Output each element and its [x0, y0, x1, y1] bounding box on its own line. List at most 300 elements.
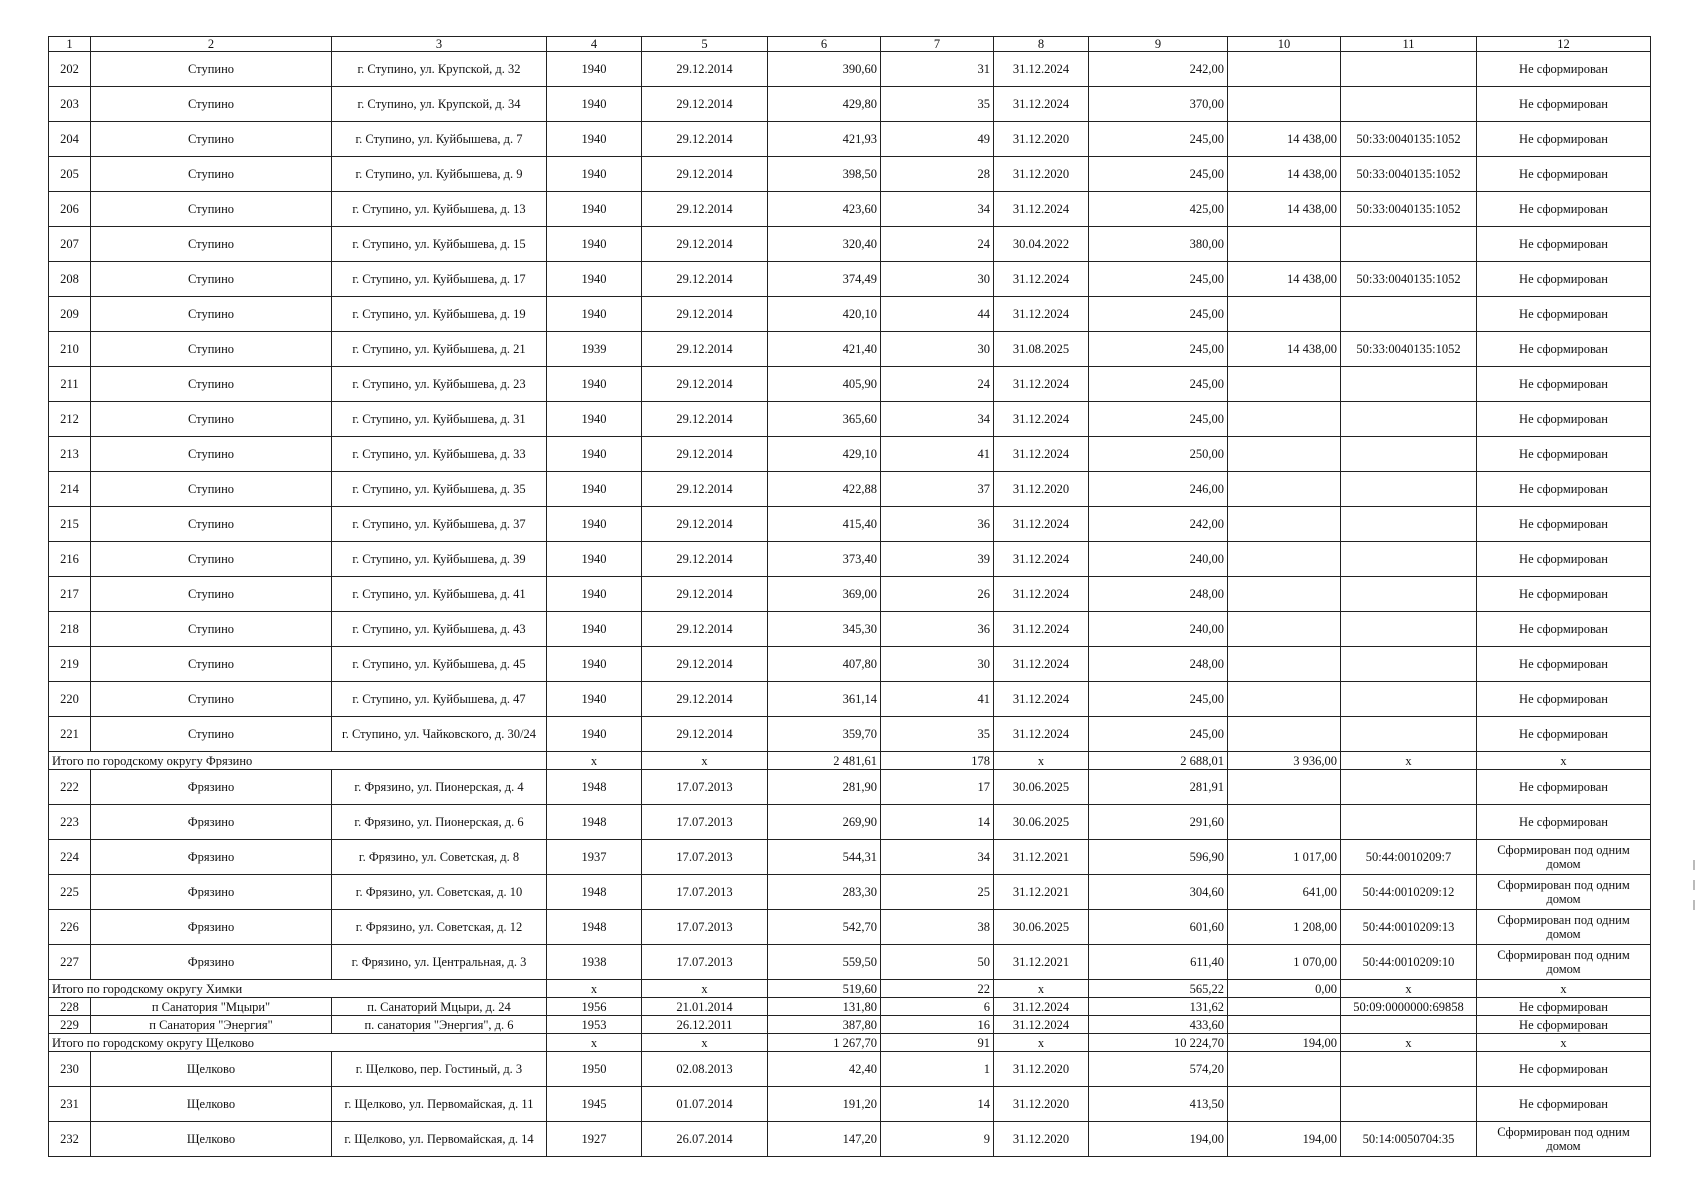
- cadastral-number-cell: [1341, 717, 1477, 752]
- row-number-cell: 226: [49, 910, 91, 945]
- area-cell: 542,70: [768, 910, 881, 945]
- address-cell: г. Ступино, ул. Куйбышева, д. 21: [332, 332, 547, 367]
- table-row: [49, 402, 1651, 437]
- municipality-cell: Фрязино: [91, 840, 332, 875]
- row-number-cell: 225: [49, 875, 91, 910]
- land-status-cell: Не сформирован: [1477, 437, 1651, 472]
- residents-cell: 17: [881, 770, 994, 805]
- area-cell: 415,40: [768, 507, 881, 542]
- year-built-cell: 1940: [547, 297, 642, 332]
- date-recognized-cell: 29.12.2014: [642, 192, 768, 227]
- residents-cell: 25: [881, 875, 994, 910]
- address-cell: г. Ступино, ул. Крупской, д. 34: [332, 87, 547, 122]
- resettlement-date-cell: 30.06.2025: [994, 910, 1089, 945]
- date-recognized-cell: 21.01.2014: [642, 998, 768, 1016]
- plot-area-cell: 245,00: [1089, 122, 1228, 157]
- row-number-cell: 203: [49, 87, 91, 122]
- year-built-cell: 1948: [547, 770, 642, 805]
- row-number-cell: 211: [49, 367, 91, 402]
- residents-cell: 34: [881, 840, 994, 875]
- resettlement-date-cell: 31.12.2024: [994, 507, 1089, 542]
- column-header: 1: [49, 37, 91, 52]
- residents-cell: 14: [881, 805, 994, 840]
- subtotal-row: [49, 1034, 1651, 1052]
- year-built-cell: 1948: [547, 875, 642, 910]
- area-cell: 269,90: [768, 805, 881, 840]
- municipality-cell: Ступино: [91, 157, 332, 192]
- resettlement-date-cell: 31.12.2024: [994, 998, 1089, 1016]
- subtotal-land-status-cell: x: [1477, 980, 1651, 998]
- plot-area-cell: 245,00: [1089, 367, 1228, 402]
- address-cell: г. Ступино, ул. Куйбышева, д. 19: [332, 297, 547, 332]
- resettlement-date-cell: 31.12.2024: [994, 437, 1089, 472]
- subtotal-residents-cell: 178: [881, 752, 994, 770]
- year-built-cell: 1950: [547, 1052, 642, 1087]
- municipality-cell: Ступино: [91, 297, 332, 332]
- land-area-cell: [1228, 1087, 1341, 1122]
- land-area-cell: [1228, 87, 1341, 122]
- row-number-cell: 208: [49, 262, 91, 297]
- table-row: [49, 332, 1651, 367]
- row-number-cell: 217: [49, 577, 91, 612]
- area-cell: 559,50: [768, 945, 881, 980]
- municipality-cell: Ступино: [91, 437, 332, 472]
- land-status-cell: Не сформирован: [1477, 717, 1651, 752]
- plot-area-cell: 240,00: [1089, 612, 1228, 647]
- table-row: [49, 1087, 1651, 1122]
- subtotal-residents-cell: 91: [881, 1034, 994, 1052]
- cadastral-number-cell: 50:14:0050704:35: [1341, 1122, 1477, 1157]
- resettlement-date-cell: 31.12.2024: [994, 1016, 1089, 1034]
- land-area-cell: [1228, 367, 1341, 402]
- land-area-cell: [1228, 998, 1341, 1016]
- resettlement-date-cell: 31.12.2020: [994, 157, 1089, 192]
- land-status-cell: Не сформирован: [1477, 402, 1651, 437]
- land-area-cell: [1228, 1016, 1341, 1034]
- land-status-cell: Сформирован под одним домом: [1477, 945, 1651, 980]
- municipality-cell: п Санатория "Мцыри": [91, 998, 332, 1016]
- land-status-cell: Сформирован под одним домом: [1477, 1122, 1651, 1157]
- subtotal-cadastral-number-cell: x: [1341, 980, 1477, 998]
- residents-cell: 44: [881, 297, 994, 332]
- table-row: [49, 910, 1651, 945]
- resettlement-date-cell: 31.12.2024: [994, 542, 1089, 577]
- residents-cell: 41: [881, 682, 994, 717]
- address-cell: г. Ступино, ул. Куйбышева, д. 45: [332, 647, 547, 682]
- row-number-cell: 202: [49, 52, 91, 87]
- municipality-cell: Фрязино: [91, 945, 332, 980]
- column-header: 9: [1089, 37, 1228, 52]
- residents-cell: 49: [881, 122, 994, 157]
- land-status-cell: Не сформирован: [1477, 87, 1651, 122]
- resettlement-date-cell: 31.12.2020: [994, 1122, 1089, 1157]
- subtotal-cadastral-number-cell: x: [1341, 752, 1477, 770]
- area-cell: 421,93: [768, 122, 881, 157]
- residents-cell: 6: [881, 998, 994, 1016]
- resettlement-date-cell: 31.12.2024: [994, 87, 1089, 122]
- subtotal-land-status-cell: x: [1477, 1034, 1651, 1052]
- address-cell: г. Ступино, ул. Куйбышева, д. 31: [332, 402, 547, 437]
- address-cell: п. санатория "Энергия", д. 6: [332, 1016, 547, 1034]
- subtotal-land-area-cell: 194,00: [1228, 1034, 1341, 1052]
- address-cell: п. Санаторий Мцыри, д. 24: [332, 998, 547, 1016]
- area-cell: 147,20: [768, 1122, 881, 1157]
- cadastral-number-cell: [1341, 577, 1477, 612]
- land-area-cell: 1 070,00: [1228, 945, 1341, 980]
- address-cell: г. Ступино, ул. Куйбышева, д. 39: [332, 542, 547, 577]
- subtotal-cadastral-number-cell: x: [1341, 1034, 1477, 1052]
- resettlement-date-cell: 30.06.2025: [994, 770, 1089, 805]
- municipality-cell: Фрязино: [91, 910, 332, 945]
- resettlement-date-cell: 31.12.2020: [994, 472, 1089, 507]
- row-number-cell: 205: [49, 157, 91, 192]
- table-row: [49, 717, 1651, 752]
- residents-cell: 35: [881, 717, 994, 752]
- address-cell: г. Фрязино, ул. Пионерская, д. 6: [332, 805, 547, 840]
- plot-area-cell: 246,00: [1089, 472, 1228, 507]
- area-cell: 390,60: [768, 52, 881, 87]
- land-status-cell: Не сформирован: [1477, 472, 1651, 507]
- land-area-cell: 14 438,00: [1228, 192, 1341, 227]
- municipality-cell: Ступино: [91, 227, 332, 262]
- subtotal-plot-area-cell: 565,22: [1089, 980, 1228, 998]
- land-status-cell: Не сформирован: [1477, 52, 1651, 87]
- plot-area-cell: 413,50: [1089, 1087, 1228, 1122]
- subtotal-label: Итого по городскому округу Щелково: [49, 1034, 547, 1052]
- residents-cell: 31: [881, 52, 994, 87]
- date-recognized-cell: 26.12.2011: [642, 1016, 768, 1034]
- address-cell: г. Щелково, пер. Гостиный, д. 3: [332, 1052, 547, 1087]
- year-built-cell: 1940: [547, 367, 642, 402]
- area-cell: 374,49: [768, 262, 881, 297]
- land-area-cell: [1228, 402, 1341, 437]
- date-recognized-cell: 29.12.2014: [642, 472, 768, 507]
- plot-area-cell: 245,00: [1089, 262, 1228, 297]
- plot-area-cell: 248,00: [1089, 647, 1228, 682]
- row-number-cell: 220: [49, 682, 91, 717]
- land-area-cell: 14 438,00: [1228, 157, 1341, 192]
- municipality-cell: Ступино: [91, 717, 332, 752]
- resettlement-date-cell: 31.08.2025: [994, 332, 1089, 367]
- residents-cell: 30: [881, 262, 994, 297]
- area-cell: 429,10: [768, 437, 881, 472]
- table-row: [49, 647, 1651, 682]
- date-recognized-cell: 29.12.2014: [642, 647, 768, 682]
- land-status-cell: Не сформирован: [1477, 157, 1651, 192]
- address-cell: г. Ступино, ул. Куйбышева, д. 15: [332, 227, 547, 262]
- plot-area-cell: 242,00: [1089, 52, 1228, 87]
- residents-cell: 38: [881, 910, 994, 945]
- scan-edge-mark: [1693, 880, 1695, 890]
- row-number-cell: 228: [49, 998, 91, 1016]
- date-recognized-cell: 17.07.2013: [642, 910, 768, 945]
- land-status-cell: Не сформирован: [1477, 770, 1651, 805]
- resettlement-date-cell: 31.12.2020: [994, 122, 1089, 157]
- address-cell: г. Фрязино, ул. Советская, д. 8: [332, 840, 547, 875]
- resettlement-date-cell: 31.12.2024: [994, 262, 1089, 297]
- date-recognized-cell: 17.07.2013: [642, 875, 768, 910]
- year-built-cell: 1940: [547, 577, 642, 612]
- table-row: [49, 367, 1651, 402]
- plot-area-cell: 240,00: [1089, 542, 1228, 577]
- residents-cell: 36: [881, 612, 994, 647]
- cadastral-number-cell: [1341, 542, 1477, 577]
- area-cell: 131,80: [768, 998, 881, 1016]
- date-recognized-cell: 29.12.2014: [642, 297, 768, 332]
- area-cell: 361,14: [768, 682, 881, 717]
- land-area-cell: 194,00: [1228, 1122, 1341, 1157]
- municipality-cell: Ступино: [91, 367, 332, 402]
- area-cell: 359,70: [768, 717, 881, 752]
- year-built-cell: 1940: [547, 262, 642, 297]
- residents-cell: 39: [881, 542, 994, 577]
- subtotal-year-built-cell: x: [547, 1034, 642, 1052]
- plot-area-cell: 245,00: [1089, 717, 1228, 752]
- scan-edge-mark: [1693, 900, 1695, 910]
- residents-cell: 50: [881, 945, 994, 980]
- cadastral-number-cell: [1341, 507, 1477, 542]
- cadastral-number-cell: [1341, 297, 1477, 332]
- plot-area-cell: 242,00: [1089, 507, 1228, 542]
- year-built-cell: 1927: [547, 1122, 642, 1157]
- plot-area-cell: 425,00: [1089, 192, 1228, 227]
- resettlement-date-cell: 31.12.2024: [994, 52, 1089, 87]
- table-row: [49, 542, 1651, 577]
- area-cell: 398,50: [768, 157, 881, 192]
- subtotal-row: [49, 980, 1651, 998]
- cadastral-number-cell: 50:33:0040135:1052: [1341, 157, 1477, 192]
- plot-area-cell: 304,60: [1089, 875, 1228, 910]
- residents-cell: 30: [881, 647, 994, 682]
- land-status-cell: Не сформирован: [1477, 612, 1651, 647]
- land-status-cell: Не сформирован: [1477, 122, 1651, 157]
- area-cell: 320,40: [768, 227, 881, 262]
- year-built-cell: 1945: [547, 1087, 642, 1122]
- municipality-cell: Ступино: [91, 577, 332, 612]
- land-area-cell: [1228, 577, 1341, 612]
- address-cell: г. Ступино, ул. Куйбышева, д. 35: [332, 472, 547, 507]
- address-cell: г. Ступино, ул. Куйбышева, д. 23: [332, 367, 547, 402]
- subtotal-land-area-cell: 0,00: [1228, 980, 1341, 998]
- date-recognized-cell: 29.12.2014: [642, 542, 768, 577]
- subtotal-date-recognized-cell: x: [642, 1034, 768, 1052]
- residents-cell: 24: [881, 227, 994, 262]
- cadastral-number-cell: [1341, 472, 1477, 507]
- plot-area-cell: 250,00: [1089, 437, 1228, 472]
- municipality-cell: Фрязино: [91, 805, 332, 840]
- plot-area-cell: 245,00: [1089, 332, 1228, 367]
- address-cell: г. Фрязино, ул. Пионерская, д. 4: [332, 770, 547, 805]
- row-number-cell: 209: [49, 297, 91, 332]
- subtotal-residents-cell: 22: [881, 980, 994, 998]
- land-area-cell: [1228, 647, 1341, 682]
- land-area-cell: 14 438,00: [1228, 332, 1341, 367]
- address-cell: г. Ступино, ул. Крупской, д. 32: [332, 52, 547, 87]
- area-cell: 407,80: [768, 647, 881, 682]
- residents-cell: 28: [881, 157, 994, 192]
- row-number-cell: 219: [49, 647, 91, 682]
- row-number-cell: 210: [49, 332, 91, 367]
- row-number-cell: 224: [49, 840, 91, 875]
- plot-area-cell: 245,00: [1089, 682, 1228, 717]
- resettlement-date-cell: 31.12.2020: [994, 1052, 1089, 1087]
- row-number-cell: 212: [49, 402, 91, 437]
- plot-area-cell: 131,62: [1089, 998, 1228, 1016]
- table-row: [49, 682, 1651, 717]
- registry-table: [48, 36, 1651, 1157]
- row-number-cell: 223: [49, 805, 91, 840]
- residents-cell: 34: [881, 402, 994, 437]
- land-area-cell: 14 438,00: [1228, 122, 1341, 157]
- resettlement-date-cell: 30.04.2022: [994, 227, 1089, 262]
- subtotal-land-status-cell: x: [1477, 752, 1651, 770]
- table-row: [49, 472, 1651, 507]
- address-cell: г. Ступино, ул. Куйбышева, д. 7: [332, 122, 547, 157]
- cadastral-number-cell: 50:33:0040135:1052: [1341, 122, 1477, 157]
- cadastral-number-cell: 50:44:0010209:13: [1341, 910, 1477, 945]
- resettlement-date-cell: 31.12.2020: [994, 1087, 1089, 1122]
- row-number-cell: 213: [49, 437, 91, 472]
- municipality-cell: Ступино: [91, 542, 332, 577]
- residents-cell: 34: [881, 192, 994, 227]
- area-cell: 405,90: [768, 367, 881, 402]
- land-area-cell: [1228, 52, 1341, 87]
- year-built-cell: 1940: [547, 52, 642, 87]
- plot-area-cell: 245,00: [1089, 402, 1228, 437]
- year-built-cell: 1940: [547, 402, 642, 437]
- cadastral-number-cell: 50:44:0010209:10: [1341, 945, 1477, 980]
- year-built-cell: 1940: [547, 542, 642, 577]
- area-cell: 429,80: [768, 87, 881, 122]
- year-built-cell: 1956: [547, 998, 642, 1016]
- land-status-cell: Сформирован под одним домом: [1477, 910, 1651, 945]
- address-cell: г. Ступино, ул. Куйбышева, д. 9: [332, 157, 547, 192]
- year-built-cell: 1940: [547, 717, 642, 752]
- land-area-cell: 641,00: [1228, 875, 1341, 910]
- table-row: [49, 945, 1651, 980]
- subtotal-area-cell: 1 267,70: [768, 1034, 881, 1052]
- subtotal-area-cell: 2 481,61: [768, 752, 881, 770]
- land-area-cell: [1228, 507, 1341, 542]
- municipality-cell: Ступино: [91, 87, 332, 122]
- cadastral-number-cell: [1341, 402, 1477, 437]
- table-row: [49, 157, 1651, 192]
- table-row: [49, 1122, 1651, 1157]
- table-row: [49, 87, 1651, 122]
- area-cell: 42,40: [768, 1052, 881, 1087]
- residents-cell: 9: [881, 1122, 994, 1157]
- row-number-cell: 204: [49, 122, 91, 157]
- municipality-cell: Щелково: [91, 1122, 332, 1157]
- municipality-cell: Ступино: [91, 332, 332, 367]
- subtotal-land-area-cell: 3 936,00: [1228, 752, 1341, 770]
- municipality-cell: Ступино: [91, 262, 332, 297]
- address-cell: г. Ступино, ул. Куйбышева, д. 37: [332, 507, 547, 542]
- land-area-cell: [1228, 682, 1341, 717]
- table-row: [49, 507, 1651, 542]
- date-recognized-cell: 17.07.2013: [642, 945, 768, 980]
- land-status-cell: Не сформирован: [1477, 1052, 1651, 1087]
- subtotal-plot-area-cell: 2 688,01: [1089, 752, 1228, 770]
- subtotal-date-recognized-cell: x: [642, 980, 768, 998]
- date-recognized-cell: 29.12.2014: [642, 332, 768, 367]
- date-recognized-cell: 29.12.2014: [642, 227, 768, 262]
- land-area-cell: [1228, 542, 1341, 577]
- table-row: [49, 122, 1651, 157]
- date-recognized-cell: 17.07.2013: [642, 840, 768, 875]
- cadastral-number-cell: [1341, 1052, 1477, 1087]
- resettlement-date-cell: 31.12.2021: [994, 945, 1089, 980]
- municipality-cell: Щелково: [91, 1087, 332, 1122]
- date-recognized-cell: 29.12.2014: [642, 717, 768, 752]
- date-recognized-cell: 17.07.2013: [642, 805, 768, 840]
- area-cell: 365,60: [768, 402, 881, 437]
- area-cell: 420,10: [768, 297, 881, 332]
- column-header: 6: [768, 37, 881, 52]
- cadastral-number-cell: 50:44:0010209:7: [1341, 840, 1477, 875]
- address-cell: г. Ступино, ул. Куйбышева, д. 33: [332, 437, 547, 472]
- area-cell: 421,40: [768, 332, 881, 367]
- table-row: [49, 1052, 1651, 1087]
- cadastral-number-cell: [1341, 647, 1477, 682]
- address-cell: г. Ступино, ул. Чайковского, д. 30/24: [332, 717, 547, 752]
- table-row: [49, 612, 1651, 647]
- plot-area-cell: 245,00: [1089, 157, 1228, 192]
- land-status-cell: Не сформирован: [1477, 1016, 1651, 1034]
- table-row: [49, 437, 1651, 472]
- municipality-cell: п Санатория "Энергия": [91, 1016, 332, 1034]
- resettlement-date-cell: 31.12.2024: [994, 367, 1089, 402]
- cadastral-number-cell: 50:33:0040135:1052: [1341, 262, 1477, 297]
- municipality-cell: Ступино: [91, 472, 332, 507]
- land-area-cell: [1228, 472, 1341, 507]
- resettlement-date-cell: 31.12.2021: [994, 875, 1089, 910]
- resettlement-date-cell: 31.12.2024: [994, 577, 1089, 612]
- land-status-cell: Не сформирован: [1477, 507, 1651, 542]
- row-number-cell: 215: [49, 507, 91, 542]
- address-cell: г. Ступино, ул. Куйбышева, д. 13: [332, 192, 547, 227]
- date-recognized-cell: 17.07.2013: [642, 770, 768, 805]
- land-area-cell: [1228, 770, 1341, 805]
- year-built-cell: 1948: [547, 910, 642, 945]
- address-cell: г. Ступино, ул. Куйбышева, д. 41: [332, 577, 547, 612]
- land-status-cell: Не сформирован: [1477, 542, 1651, 577]
- table-row: [49, 770, 1651, 805]
- plot-area-cell: 370,00: [1089, 87, 1228, 122]
- year-built-cell: 1940: [547, 192, 642, 227]
- land-area-cell: [1228, 227, 1341, 262]
- table-row: [49, 577, 1651, 612]
- scan-edge-mark: [1693, 860, 1695, 870]
- date-recognized-cell: 29.12.2014: [642, 612, 768, 647]
- cadastral-number-cell: [1341, 52, 1477, 87]
- land-status-cell: Не сформирован: [1477, 192, 1651, 227]
- subtotal-area-cell: 519,60: [768, 980, 881, 998]
- municipality-cell: Ступино: [91, 507, 332, 542]
- year-built-cell: 1953: [547, 1016, 642, 1034]
- land-area-cell: [1228, 717, 1341, 752]
- municipality-cell: Ступино: [91, 122, 332, 157]
- table-row: [49, 227, 1651, 262]
- residents-cell: 16: [881, 1016, 994, 1034]
- column-header: 8: [994, 37, 1089, 52]
- plot-area-cell: 433,60: [1089, 1016, 1228, 1034]
- land-status-cell: Не сформирован: [1477, 805, 1651, 840]
- column-header: 7: [881, 37, 994, 52]
- residents-cell: 24: [881, 367, 994, 402]
- land-status-cell: Не сформирован: [1477, 262, 1651, 297]
- municipality-cell: Фрязино: [91, 875, 332, 910]
